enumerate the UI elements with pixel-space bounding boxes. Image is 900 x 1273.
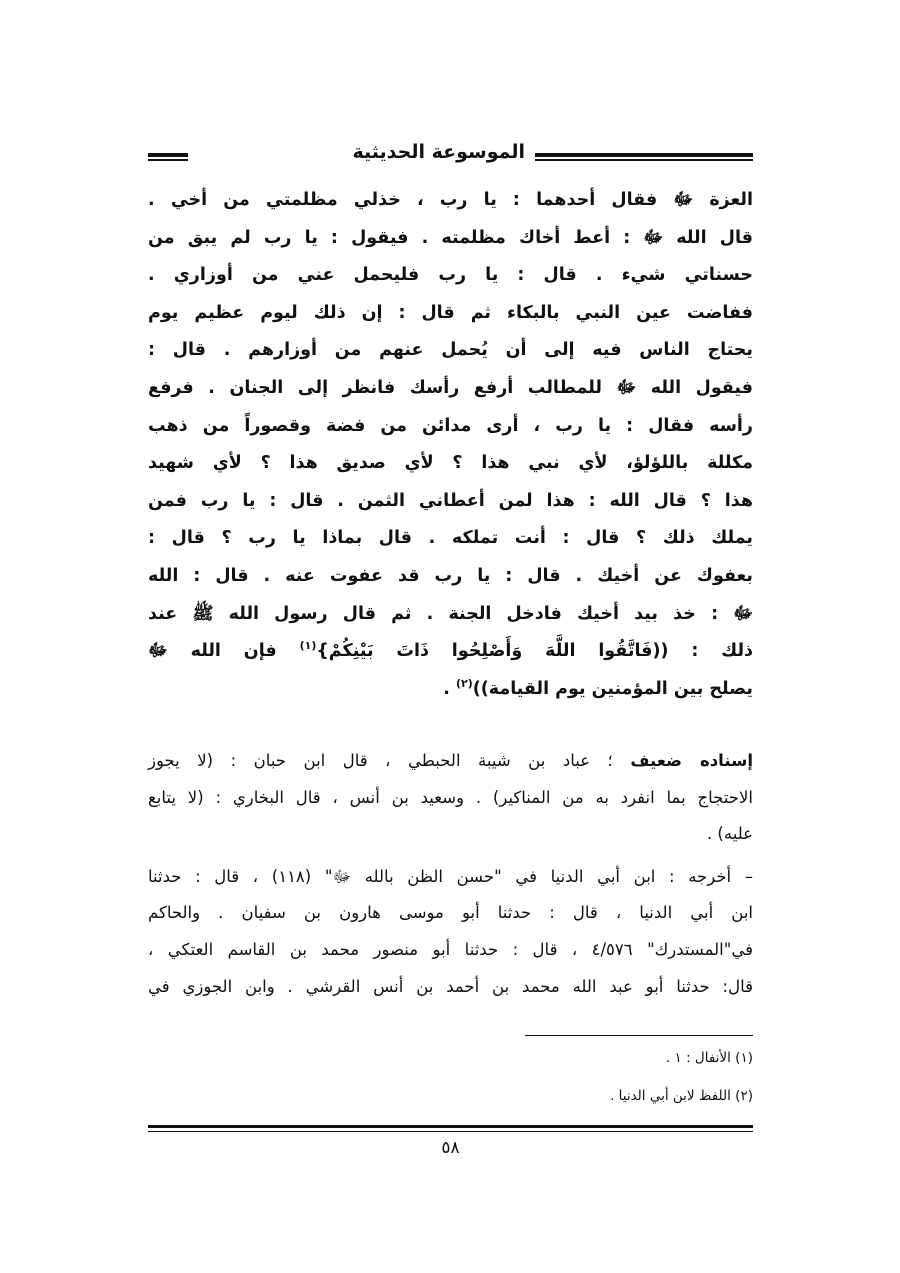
isnad-label: إسناده ضعيف <box>630 751 753 770</box>
text-segment: يصلح بين المؤمنين يوم القيامة)) <box>472 678 753 699</box>
hadith-text <box>148 182 753 708</box>
text-line: ابن أبي الدنيا ، قال : حدثنا أبو موسى هارون بن سفيان . والحاكم <box>148 903 753 923</box>
text-line: عليه) . <box>706 824 753 844</box>
text-line: حسناتي شيء . قال : يا رب فليحمل عني من أوزاري . <box>148 265 753 286</box>
text-line: ففاضت عين النبي بالبكاء ثم قال : إن ذلك ليوم عظيم يوم <box>148 302 753 323</box>
header-rule-left-thin <box>148 159 188 161</box>
footnote-2: (٢) اللفظ لابن أبي الدنيا . <box>610 1088 753 1104</box>
bottom-rule <box>148 1125 753 1128</box>
header-rule-left <box>148 153 188 157</box>
text-line: في"المستدرك" ٤/٥٧٦ ، قال : حدثنا أبو منصور محمد بن القاسم العتكي ، <box>148 939 753 959</box>
text-segment: ؛ عباد بن شيبة الحبطي ، قال ابن حبان : (لا يجوز <box>148 751 631 770</box>
text-line: – أخرجه : ابن أبي الدنيا في "حسن الظن بالله ﷻ" (١١٨) ، قال : حدثنا <box>148 866 754 886</box>
page-number: ٥٨ <box>441 1138 460 1158</box>
text-line: ﷻ : خذ بيد أخيك فادخل الجنة . ثم قال رسول الله ﷺ عند <box>148 603 753 624</box>
text-segment: فإن الله ﷻ <box>148 641 300 662</box>
document-page <box>148 138 753 1188</box>
text-segment: . <box>443 678 456 699</box>
text-line <box>148 743 753 780</box>
text-line: رأسه فقال : يا رب ، أرى مدائن من فضة وقصوراً من ذهب <box>148 415 753 436</box>
text-line: يحتاج الناس فيه إلى أن يُحمل عنهم من أوزارهم . قال : <box>148 340 753 361</box>
bottom-rule-thin <box>148 1131 753 1132</box>
page-header <box>148 138 753 170</box>
text-line: العزة ﷻ فقال أحدهما : يا رب ، خذلي مظلمتي من أخي . <box>148 190 753 210</box>
header-rule-right <box>535 153 753 157</box>
text-line: قال الله ﷻ : أعط أخاك مظلمته . فيقول : يا رب لم يبق من <box>148 227 753 248</box>
text-line: مكللة باللؤلؤ، لأي نبي هذا ؟ لأي صديق هذا ؟ لأي شهيد <box>148 453 753 474</box>
text-line: قال: حدثنا أبو عبد الله محمد بن أحمد بن أنس القرشي . وابن الجوزي في <box>148 976 753 996</box>
text-line: الاحتجاج بما انفرد به من المناكير) . وسعيد بن أنس ، قال البخاري : (لا يتابع <box>148 787 753 807</box>
footnote-separator <box>525 1035 753 1036</box>
quran-verse: ذلك : ((فَاتَّقُوا اللَّهَ وَأَصْلِحُوا ذَاتَ بَيْنِكُمْ} <box>316 641 753 662</box>
text-line-last <box>148 671 753 709</box>
footnote-ref-1[interactable]: (١) <box>299 639 317 653</box>
footnote-ref-2[interactable]: (٢) <box>455 676 473 690</box>
header-rule-right-thin <box>535 159 753 161</box>
text-line: فيقول الله ﷻ للمطالب أرفع رأسك فانظر إلى الجنان . فرفع <box>148 377 753 398</box>
text-line: يملك ذلك ؟ قال : أنت تملكه . قال بماذا يا رب ؟ قال : <box>148 528 753 549</box>
commentary-text <box>148 743 753 1005</box>
text-line: هذا ؟ قال الله : هذا لمن أعطاني الثمن . قال : يا رب فمن <box>148 490 753 511</box>
text-line: بعفوك عن أخيك . قال : يا رب قد عفوت عنه . قال : الله <box>148 565 753 586</box>
header-title: الموسوعة الحديثية <box>352 141 525 163</box>
footnote-1: (١) الأنفال : ١ . <box>665 1050 753 1066</box>
text-line-with-verse <box>148 633 753 671</box>
